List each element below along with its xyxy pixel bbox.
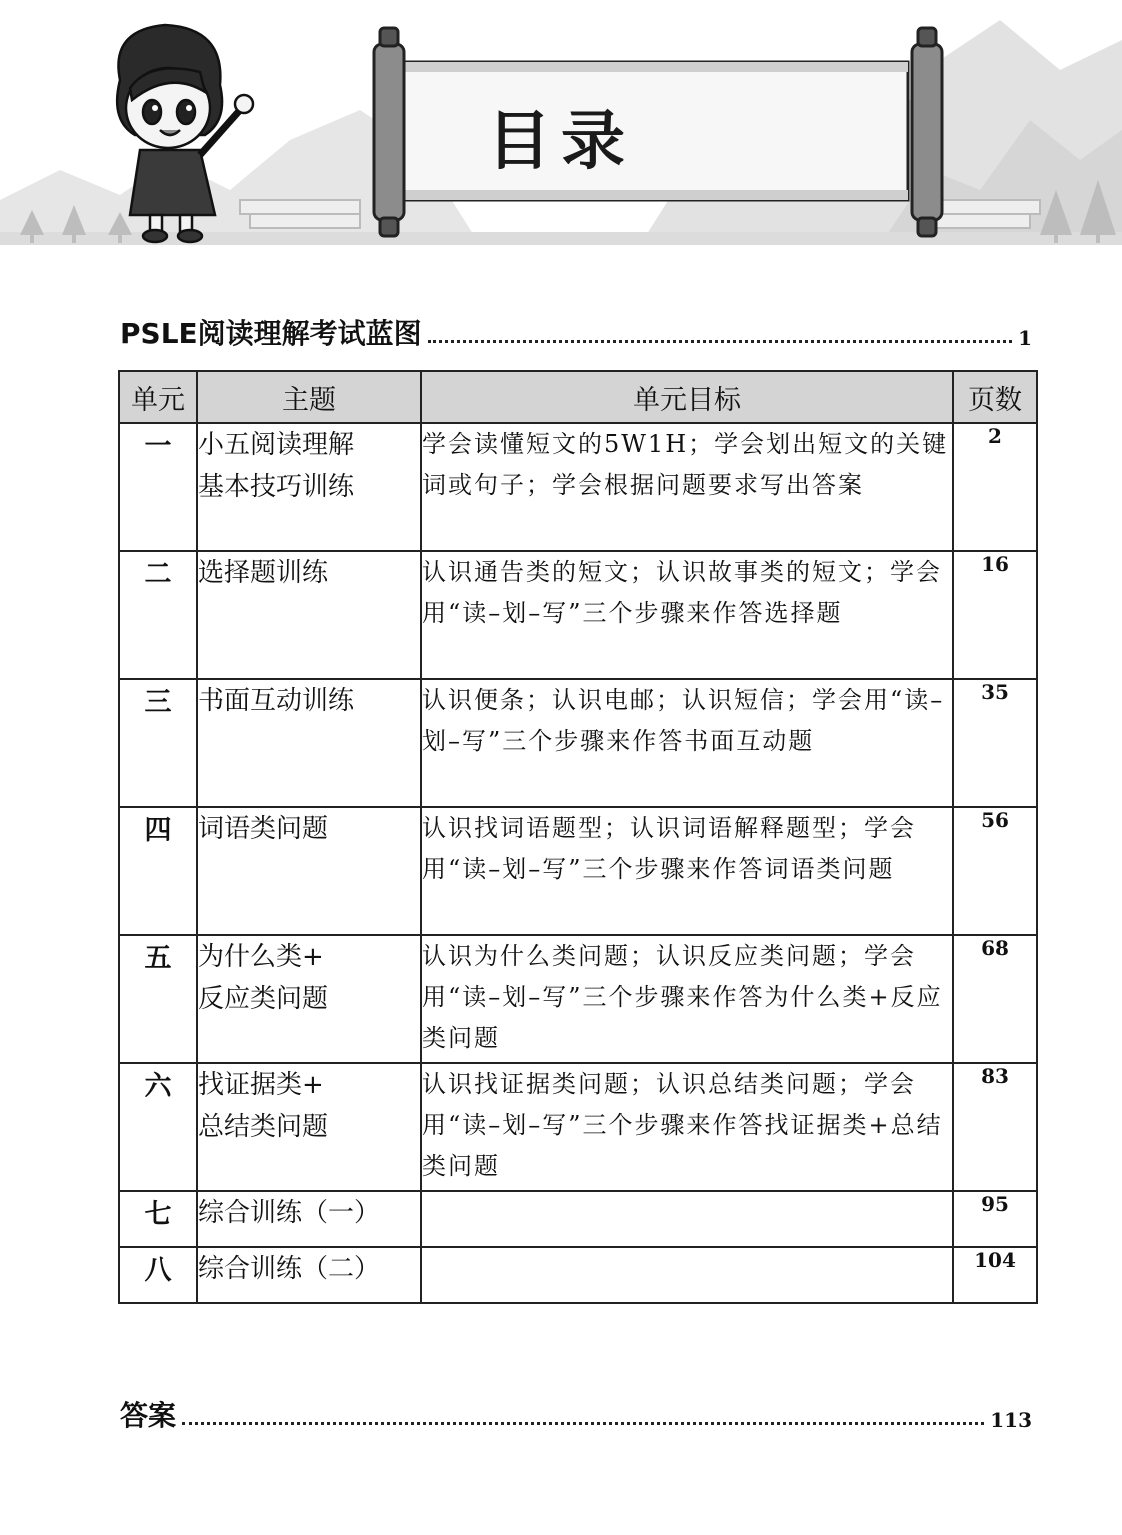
topic-line: 选择题训练	[198, 558, 329, 588]
unit-number: 一	[119, 423, 197, 551]
unit-topic	[197, 807, 421, 935]
table-row	[119, 807, 1037, 935]
units-table	[118, 370, 1038, 1304]
header-unit: 单元	[119, 371, 197, 423]
unit-page: 35	[953, 679, 1037, 807]
topic-line: 总结类问题	[198, 1112, 329, 1142]
unit-goal: 认识为什么类问题；认识反应类问题；学会用“读–划–写”三个步骤来作答为什么类+反应类问题	[421, 935, 953, 1063]
topic-line: 基本技巧训练	[198, 472, 355, 502]
topic-line: 小五阅读理解	[198, 430, 355, 460]
unit-number: 六	[119, 1063, 197, 1191]
toc-entry-label: PSLE阅读理解考试蓝图	[120, 317, 422, 350]
header-page: 页数	[953, 371, 1037, 423]
unit-goal: 认识找词语题型；认识词语解释题型；学会用“读–划–写”三个步骤来作答词语类问题	[421, 807, 953, 935]
unit-topic	[197, 1063, 421, 1191]
unit-topic	[197, 1247, 421, 1303]
table-row	[119, 1063, 1037, 1191]
table-row	[119, 935, 1037, 1063]
toc-leader-dots	[428, 340, 1012, 343]
unit-goal: 认识找证据类问题；认识总结类问题；学会用“读–划–写”三个步骤来作答找证据类+总结类问题	[421, 1063, 953, 1191]
topic-line: 词语类问题	[198, 814, 329, 844]
table-row	[119, 1191, 1037, 1247]
topic-line: 综合训练（一）	[198, 1198, 381, 1228]
header-topic: 主题	[197, 371, 421, 423]
toc-entry-blueprint[interactable]	[120, 308, 1032, 348]
unit-number: 七	[119, 1191, 197, 1247]
topic-line: 找证据类+	[198, 1070, 324, 1100]
table-row	[119, 679, 1037, 807]
toc-entry-answers[interactable]	[120, 1390, 1032, 1430]
table-header-row	[119, 371, 1037, 423]
unit-topic	[197, 1191, 421, 1247]
unit-number: 五	[119, 935, 197, 1063]
unit-page: 104	[953, 1247, 1037, 1303]
header-goal: 单元目标	[421, 371, 953, 423]
unit-number: 二	[119, 551, 197, 679]
toc-entry-label: 答案	[120, 1399, 177, 1432]
table-row	[119, 423, 1037, 551]
unit-number: 八	[119, 1247, 197, 1303]
toc-leader-dots	[182, 1422, 984, 1425]
table-row	[119, 1247, 1037, 1303]
unit-topic	[197, 423, 421, 551]
unit-goal	[421, 1247, 953, 1303]
topic-line: 书面互动训练	[198, 686, 355, 716]
unit-goal: 认识通告类的短文；认识故事类的短文；学会用“读–划–写”三个步骤来作答选择题	[421, 551, 953, 679]
unit-page: 2	[953, 423, 1037, 551]
toc-entry-page: 1	[1018, 326, 1032, 350]
page-title: 目录	[487, 105, 635, 179]
unit-topic	[197, 679, 421, 807]
unit-page: 83	[953, 1063, 1037, 1191]
unit-page: 68	[953, 935, 1037, 1063]
topic-line: 综合训练（二）	[198, 1254, 381, 1284]
table-row	[119, 551, 1037, 679]
unit-topic	[197, 551, 421, 679]
unit-number: 四	[119, 807, 197, 935]
topic-line: 反应类问题	[198, 984, 329, 1014]
unit-goal: 学会读懂短文的5W1H；学会划出短文的关键词或句子；学会根据问题要求写出答案	[421, 423, 953, 551]
unit-goal	[421, 1191, 953, 1247]
unit-number: 三	[119, 679, 197, 807]
unit-page: 95	[953, 1191, 1037, 1247]
unit-topic	[197, 935, 421, 1063]
topic-line: 为什么类+	[198, 942, 324, 972]
toc-entry-page: 113	[990, 1408, 1032, 1432]
unit-goal: 认识便条；认识电邮；认识短信；学会用“读–划–写”三个步骤来作答书面互动题	[421, 679, 953, 807]
unit-page: 16	[953, 551, 1037, 679]
unit-page: 56	[953, 807, 1037, 935]
